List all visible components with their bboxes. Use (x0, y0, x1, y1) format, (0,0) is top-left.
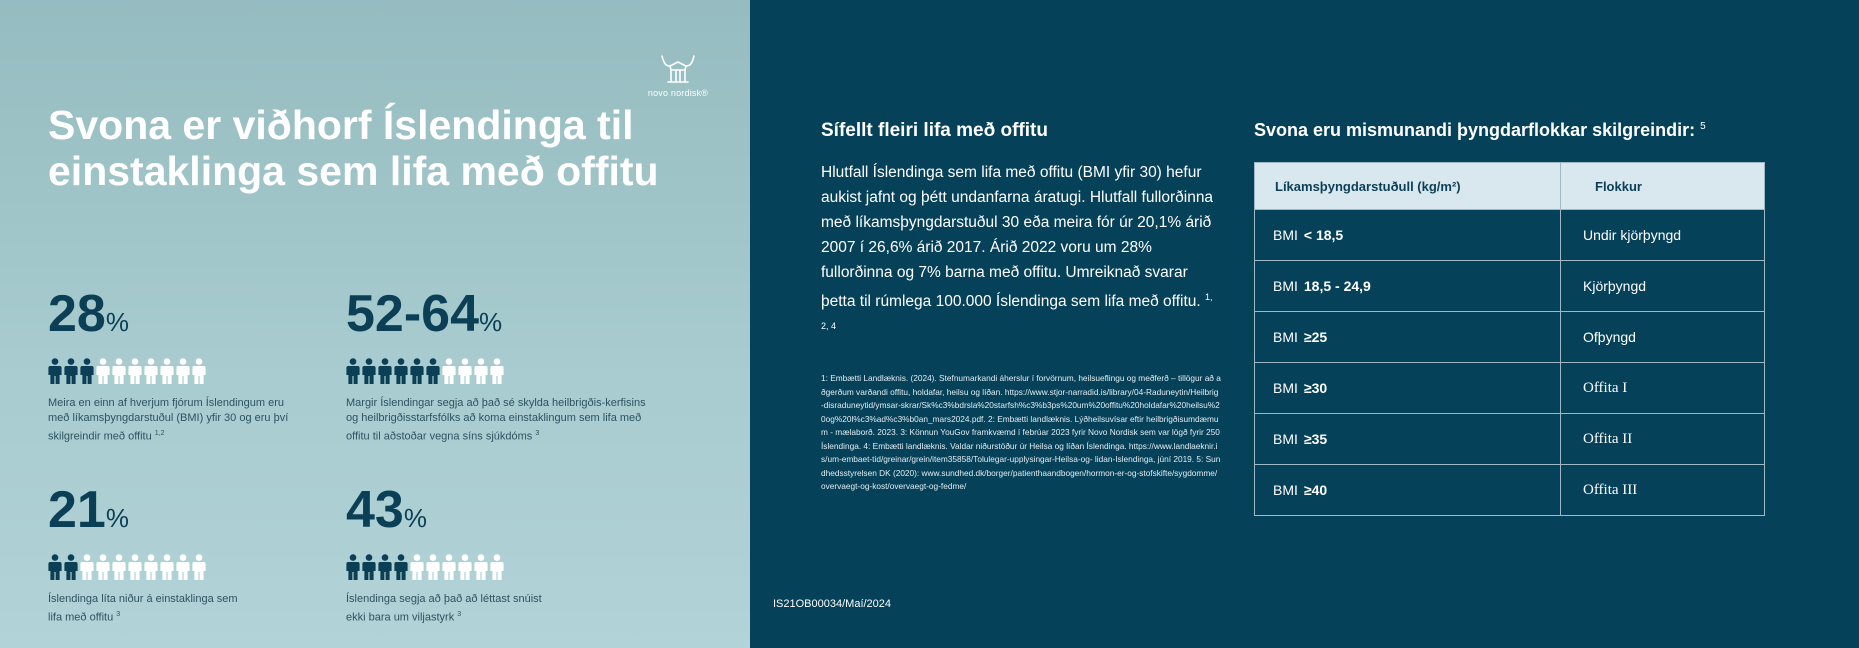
stat-ref: 3 (116, 611, 121, 618)
header-bmi: Líkamsþyngdarstuðull (kg/m²) (1255, 163, 1561, 210)
person-icon-row (346, 358, 646, 384)
bmi-cell (1255, 210, 1561, 261)
bmi-prefix: BMI (1273, 227, 1298, 243)
person-filled-icon (346, 554, 360, 580)
person-empty-icon (112, 554, 126, 580)
bmi-value: ≥30 (1303, 380, 1328, 396)
stat-52-64-percent (346, 285, 646, 445)
bmi-table (1254, 162, 1765, 516)
table-row (1255, 210, 1765, 261)
stat-desc-text: Íslendinga líta niður á einstaklinga sem lifa með offitu (48, 593, 238, 624)
stat-value: 28 (48, 285, 106, 343)
category-cell: Kjörþyngd (1561, 261, 1765, 312)
person-empty-icon (96, 358, 110, 384)
bmi-value: ≥35 (1303, 431, 1328, 447)
document-code: IS21OB00034/Maí/2024 (773, 598, 892, 610)
person-filled-icon (362, 554, 376, 580)
stat-ref: 3 (457, 611, 462, 618)
person-filled-icon (378, 554, 392, 580)
person-empty-icon (490, 554, 504, 580)
bmi-value: ≥25 (1303, 329, 1328, 345)
person-icon-row (346, 554, 606, 580)
person-empty-icon (474, 358, 488, 384)
stat-desc-text: Íslendinga segja að það að léttast snúist ekki bara um viljastyrk (346, 593, 542, 624)
logo-text: novo nordisk (647, 88, 702, 98)
person-empty-icon (176, 358, 190, 384)
person-empty-icon (144, 554, 158, 580)
person-filled-icon (394, 554, 408, 580)
bmi-cell (1255, 261, 1561, 312)
stat-ref: 3 (535, 430, 540, 437)
table-row (1255, 312, 1765, 363)
table-row (1255, 465, 1765, 516)
person-empty-icon (128, 358, 142, 384)
person-empty-icon (160, 358, 174, 384)
person-empty-icon (490, 358, 504, 384)
person-filled-icon (48, 554, 62, 580)
right-panel (750, 0, 1859, 648)
person-filled-icon (410, 358, 424, 384)
stat-value: 52-64 (346, 285, 479, 343)
stat-ref: 1,2 (154, 430, 165, 437)
person-filled-icon (64, 554, 78, 580)
category-cell: Offita I (1561, 363, 1765, 414)
stat-value: 43 (346, 481, 404, 539)
bmi-prefix: BMI (1273, 482, 1298, 498)
bmi-cell (1255, 465, 1561, 516)
stat-unit: % (105, 503, 129, 533)
person-empty-icon (80, 554, 94, 580)
person-filled-icon (80, 358, 94, 384)
stat-description (346, 592, 556, 626)
stat-description (48, 592, 248, 626)
bmi-prefix: BMI (1273, 380, 1298, 396)
section-body (821, 160, 1221, 343)
page-title: Svona er viðhorf Íslendinga til einstaklinga sem lifa með offitu (48, 102, 659, 194)
stat-desc-text: Margir Íslendingar segja að það sé skylda heilbrigðis-kerfisins og heilbrigðisstarfsfólks að koma einstaklingum sem lifa með offitu til aðstoðar vegna síns sjúkdóms (346, 397, 646, 443)
person-empty-icon (426, 554, 440, 580)
stat-21-percent (48, 481, 308, 626)
person-empty-icon (458, 358, 472, 384)
bmi-cell (1255, 312, 1561, 363)
stat-unit: % (105, 307, 129, 337)
category-cell: Undir kjörþyngd (1561, 210, 1765, 261)
table-ref: 5 (1700, 121, 1706, 132)
person-filled-icon (64, 358, 78, 384)
person-empty-icon (192, 554, 206, 580)
table-title-text: Svona eru mismunandi þyngdarflokkar skilgreindir: (1254, 120, 1696, 140)
person-filled-icon (362, 358, 376, 384)
stat-desc-text: Meira en einn af hverjum fjórum Íslendingum eru með líkamsþyngdarstuðul (BMI) yfir 30 og eru því skilgreindir með offitu (48, 397, 289, 443)
person-filled-icon (378, 358, 392, 384)
stat-description (48, 396, 308, 445)
footnotes: 1: Embætti Landlæknis. (2024). Stefnumarkandi áherslur í forvörnum, heilsueflingu og meðferð – tillögur að aðgerðum varðandi offitu, holdafar, heilsu og líðan. https://www.stjor-narradid.is/library/04-Raduneytin/Heilbrig-disraduneytid/ymsar-skrar/Sk%c3%bdrsla%20starfsh%c3%b3ps%20um%20offitu%20holdafar%20heilsu%20og%20l%c3%ad%c3%b0an_mars2024.pdf. 2: Embætti landlæknis. Lýðheilsuvísar eftir heilbrigðisumdæmum - mælaborð. 2023. 3: Könnun YouGov framkvæmd í febrúar 2023 fyrir Novo Nordisk sem var lögð fyrir 250 Íslendinga. 4: Embætti landlæknis. Valdar niðurstöður úr Heilsa og líðan Íslendinga. https://www.landlaeknir.is/um-embaet-tid/greinar/grein/item35858/Tolulegar-upplysingar-Heilsa-og- lidan-Islendinga, júní 2019. 5: Sundhedsstyrelsen DK (2020): www.sundhed.dk/borger/patienthaandbogen/hormon-er-og-stofskifte/sygdomme/overvaegt-og-kost/overvaegt-og-fedme/ (821, 373, 1221, 491)
person-empty-icon (442, 358, 456, 384)
person-icon-row (48, 554, 308, 580)
category-cell: Offita III (1561, 465, 1765, 516)
bmi-prefix: BMI (1273, 431, 1298, 447)
apis-bull-icon (656, 50, 700, 86)
person-filled-icon (426, 358, 440, 384)
bmi-prefix: BMI (1273, 329, 1298, 345)
table-header-row (1255, 163, 1765, 210)
left-panel (0, 0, 750, 648)
person-empty-icon (160, 554, 174, 580)
logo-registered-mark: ® (701, 88, 709, 98)
stat-28-percent (48, 285, 308, 445)
bmi-cell (1255, 363, 1561, 414)
person-filled-icon (394, 358, 408, 384)
section-refs: 1, 2, 4 (821, 292, 1213, 332)
person-empty-icon (442, 554, 456, 580)
stat-unit: % (479, 307, 503, 337)
person-empty-icon (112, 358, 126, 384)
table-row (1255, 261, 1765, 312)
person-filled-icon (48, 358, 62, 384)
stat-43-percent (346, 481, 606, 626)
bmi-prefix: BMI (1273, 278, 1298, 294)
category-cell: Offita II (1561, 414, 1765, 465)
section-title: Sífellt fleiri lifa með offitu (821, 120, 1048, 141)
person-empty-icon (96, 554, 110, 580)
bmi-cell (1255, 414, 1561, 465)
bmi-value: < 18,5 (1303, 227, 1344, 243)
person-empty-icon (458, 554, 472, 580)
stat-unit: % (403, 503, 427, 533)
person-filled-icon (346, 358, 360, 384)
novo-nordisk-logo (646, 50, 710, 102)
category-cell: Ofþyngd (1561, 312, 1765, 363)
stat-value: 21 (48, 481, 106, 539)
person-empty-icon (474, 554, 488, 580)
header-category: Flokkur (1561, 163, 1765, 210)
bmi-value: ≥40 (1303, 482, 1328, 498)
person-empty-icon (176, 554, 190, 580)
person-empty-icon (192, 358, 206, 384)
stat-description (346, 396, 646, 445)
person-empty-icon (410, 554, 424, 580)
section-body-text: Hlutfall Íslendinga sem lifa með offitu (BMI yfir 30) hefur aukist jafnt og þétt undanfarna áratugi. Hlutfall fullorðinna með líkamsþyngdarstuðul 30 eða meira fór úr 20,1% árið 2007 í 26,6% árið 2017. Árið 2022 voru um 28% fullorðinna og 7% barna með offitu. Umreiknað svarar þetta til rúmlega 100.000 Íslendinga sem lifa með offitu. (821, 164, 1214, 311)
bmi-value: 18,5 - 24,9 (1303, 278, 1371, 294)
table-title (1254, 120, 1706, 141)
person-empty-icon (144, 358, 158, 384)
table-row (1255, 414, 1765, 465)
table-row (1255, 363, 1765, 414)
person-empty-icon (128, 554, 142, 580)
person-icon-row (48, 358, 308, 384)
